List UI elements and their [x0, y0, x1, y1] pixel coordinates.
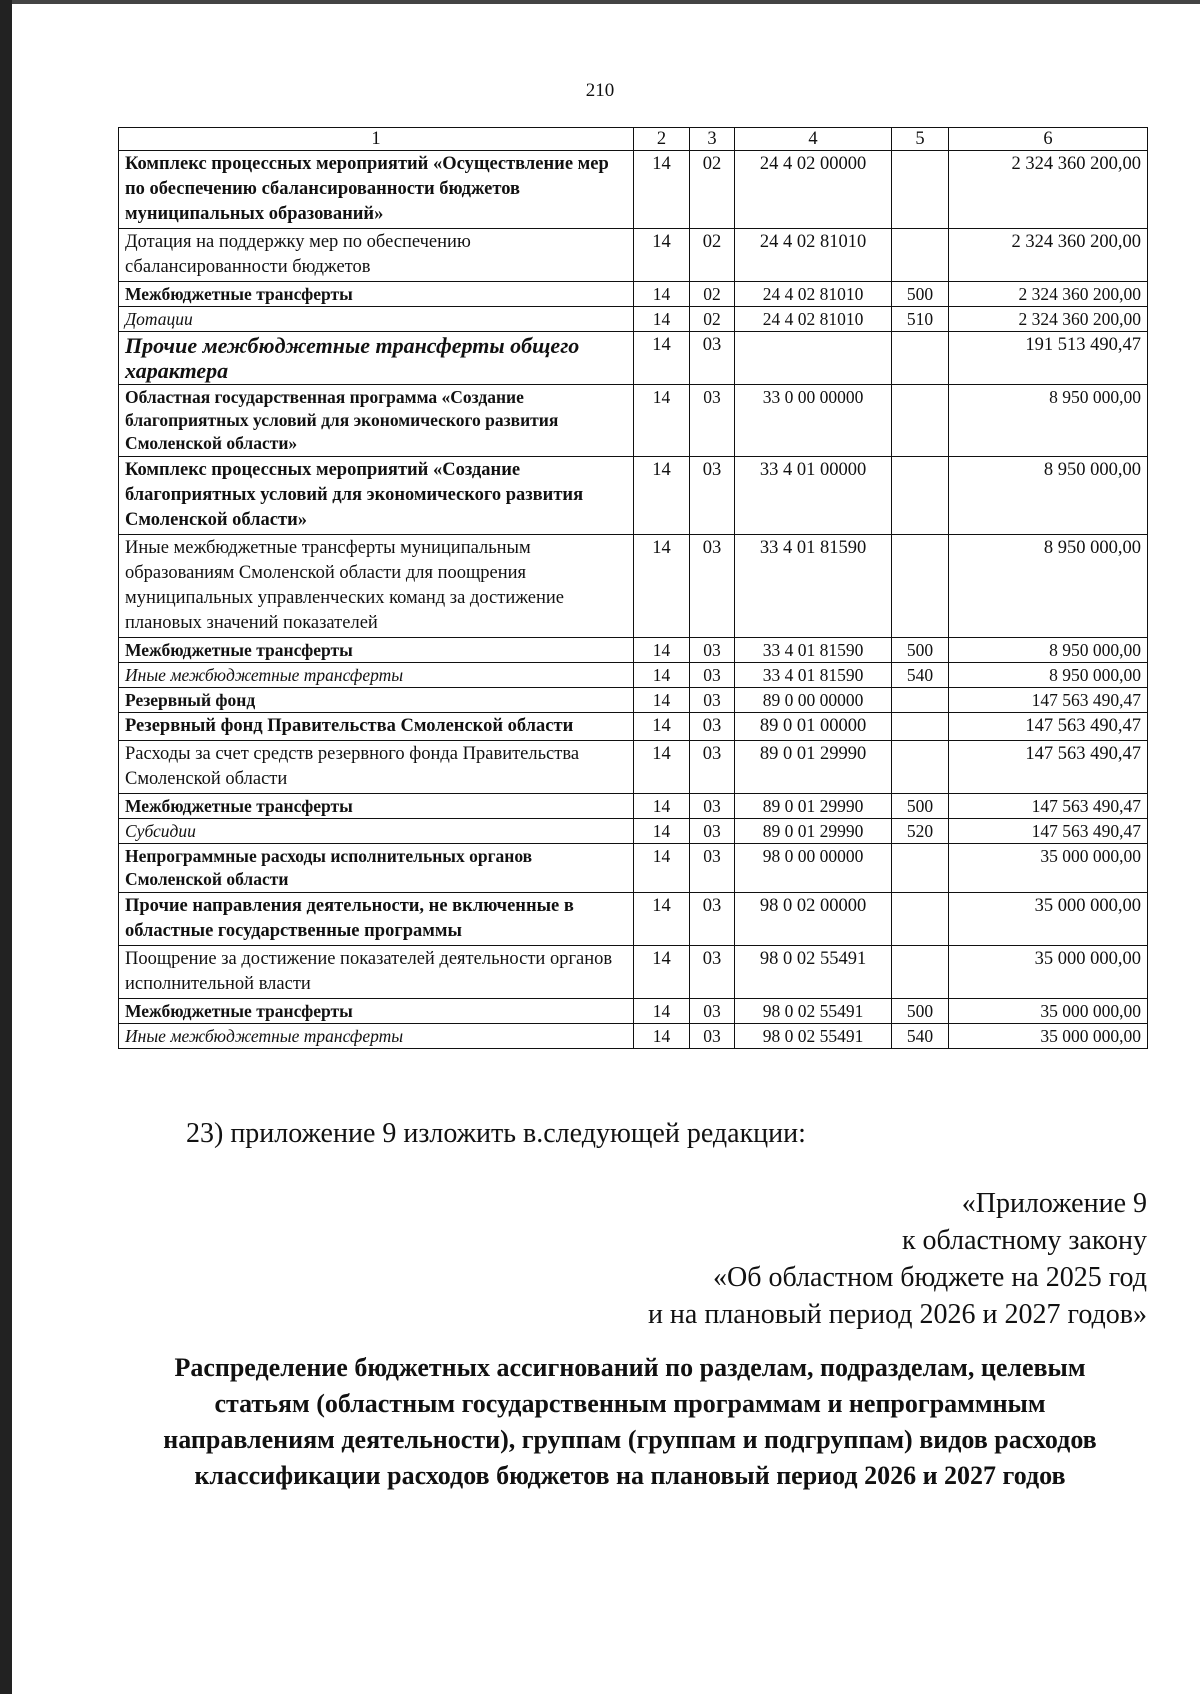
row-expense-type [892, 332, 949, 385]
row-subsection: 03 [690, 457, 735, 535]
row-name: Непрограммные расходы исполнительных органов Смоленской области [119, 844, 634, 893]
row-amount: 2 324 360 200,00 [949, 282, 1148, 307]
row-name: Прочие межбюджетные трансферты общего характера [119, 332, 634, 385]
appendix-line: и на плановый период 2026 и 2027 годов» [647, 1299, 1147, 1330]
row-target-article: 33 4 01 00000 [735, 457, 892, 535]
row-subsection: 03 [690, 535, 735, 638]
row-expense-type [892, 688, 949, 713]
row-section: 14 [634, 819, 690, 844]
row-subsection: 03 [690, 638, 735, 663]
table-row [119, 688, 1148, 713]
row-expense-type: 510 [892, 307, 949, 332]
row-target-article: 33 4 01 81590 [735, 663, 892, 688]
row-section: 14 [634, 1024, 690, 1049]
row-expense-type: 500 [892, 282, 949, 307]
row-name: Иные межбюджетные трансферты [119, 1024, 634, 1049]
row-section: 14 [634, 332, 690, 385]
table-row [119, 282, 1148, 307]
row-name: Межбюджетные трансферты [119, 282, 634, 307]
row-target-article: 24 4 02 81010 [735, 282, 892, 307]
row-expense-type: 520 [892, 819, 949, 844]
row-section: 14 [634, 844, 690, 893]
row-amount: 147 563 490,47 [949, 794, 1148, 819]
row-subsection: 03 [690, 844, 735, 893]
row-amount: 191 513 490,47 [949, 332, 1148, 385]
row-name: Поощрение за достижение показателей деятельности органов исполнительной власти [119, 946, 634, 999]
row-amount: 35 000 000,00 [949, 844, 1148, 893]
row-expense-type: 500 [892, 794, 949, 819]
row-target-article: 98 0 02 55491 [735, 946, 892, 999]
row-expense-type: 540 [892, 1024, 949, 1049]
row-amount: 147 563 490,47 [949, 819, 1148, 844]
row-subsection: 02 [690, 307, 735, 332]
row-name: Межбюджетные трансферты [119, 638, 634, 663]
appendix-line: к областному закону [901, 1225, 1147, 1256]
row-section: 14 [634, 457, 690, 535]
table-row [119, 151, 1148, 229]
table-row [119, 999, 1148, 1024]
row-amount: 2 324 360 200,00 [949, 307, 1148, 332]
row-amount: 2 324 360 200,00 [949, 151, 1148, 229]
appendix-reference [648, 1185, 1147, 1333]
row-amount: 8 950 000,00 [949, 385, 1148, 457]
row-amount: 8 950 000,00 [949, 663, 1148, 688]
row-subsection: 03 [690, 893, 735, 946]
row-expense-type: 540 [892, 663, 949, 688]
row-target-article: 98 0 00 00000 [735, 844, 892, 893]
row-section: 14 [634, 229, 690, 282]
title-line: направлениям деятельности), группам (группам и подгруппам) видов расходов [163, 1425, 1097, 1454]
row-target-article: 89 0 01 00000 [735, 713, 892, 741]
table-row [119, 844, 1148, 893]
row-subsection: 03 [690, 819, 735, 844]
table-row [119, 229, 1148, 282]
row-name: Субсидии [119, 819, 634, 844]
row-target-article: 33 4 01 81590 [735, 535, 892, 638]
row-target-article: 98 0 02 00000 [735, 893, 892, 946]
row-name: Иные межбюджетные трансферты муниципальным образованиям Смоленской области для поощрения муниципальных управленческих команд за достижение плановых значений показателей [119, 535, 634, 638]
budget-table [118, 127, 1148, 1049]
row-amount: 8 950 000,00 [949, 457, 1148, 535]
row-subsection: 03 [690, 713, 735, 741]
row-target-article: 89 0 00 00000 [735, 688, 892, 713]
row-amount: 2 324 360 200,00 [949, 229, 1148, 282]
row-expense-type [892, 229, 949, 282]
table-row [119, 385, 1148, 457]
row-target-article: 33 4 01 81590 [735, 638, 892, 663]
row-amount: 35 000 000,00 [949, 946, 1148, 999]
row-amount: 147 563 490,47 [949, 688, 1148, 713]
table-header-row [119, 128, 1148, 151]
row-subsection: 03 [690, 332, 735, 385]
table-row [119, 663, 1148, 688]
row-target-article [735, 332, 892, 385]
row-section: 14 [634, 535, 690, 638]
row-target-article: 89 0 01 29990 [735, 741, 892, 794]
row-amount: 35 000 000,00 [949, 999, 1148, 1024]
row-section: 14 [634, 663, 690, 688]
row-expense-type [892, 741, 949, 794]
row-section: 14 [634, 741, 690, 794]
table-row [119, 1024, 1148, 1049]
row-subsection: 02 [690, 229, 735, 282]
header-col-4: 4 [735, 128, 892, 151]
page-number: 210 [585, 80, 615, 101]
row-subsection: 03 [690, 999, 735, 1024]
row-target-article: 89 0 01 29990 [735, 819, 892, 844]
row-expense-type [892, 385, 949, 457]
row-amount: 147 563 490,47 [949, 741, 1148, 794]
row-amount: 8 950 000,00 [949, 535, 1148, 638]
table-row [119, 307, 1148, 332]
row-section: 14 [634, 151, 690, 229]
header-col-6: 6 [949, 128, 1148, 151]
row-expense-type [892, 844, 949, 893]
scan-edge-top [12, 0, 1200, 4]
appendix-line: «Приложение 9 [961, 1188, 1147, 1219]
header-col-1: 1 [119, 128, 634, 151]
row-name: Дотация на поддержку мер по обеспечению сбалансированности бюджетов [119, 229, 634, 282]
row-subsection: 03 [690, 794, 735, 819]
row-section: 14 [634, 999, 690, 1024]
row-amount: 35 000 000,00 [949, 1024, 1148, 1049]
row-name: Дотации [119, 307, 634, 332]
table-row [119, 946, 1148, 999]
row-name: Межбюджетные трансферты [119, 794, 634, 819]
title-line: классификации расходов бюджетов на плановый период 2026 и 2027 годов [194, 1461, 1066, 1490]
row-amount: 8 950 000,00 [949, 638, 1148, 663]
header-col-3: 3 [690, 128, 735, 151]
row-section: 14 [634, 946, 690, 999]
row-name: Комплекс процессных мероприятий «Создание благоприятных условий для экономического развития Смоленской области» [119, 457, 634, 535]
table-row [119, 741, 1148, 794]
table-row [119, 893, 1148, 946]
row-target-article: 98 0 02 55491 [735, 1024, 892, 1049]
table-row [119, 713, 1148, 741]
row-expense-type [892, 893, 949, 946]
row-target-article: 24 4 02 00000 [735, 151, 892, 229]
row-target-article: 33 0 00 00000 [735, 385, 892, 457]
row-target-article: 24 4 02 81010 [735, 229, 892, 282]
row-section: 14 [634, 893, 690, 946]
scan-edge [0, 0, 12, 1694]
document-title [110, 1350, 1150, 1494]
row-name: Резервный фонд [119, 688, 634, 713]
row-target-article: 89 0 01 29990 [735, 794, 892, 819]
row-name: Областная государственная программа «Создание благоприятных условий для экономического развития Смоленской области» [119, 385, 634, 457]
row-name: Расходы за счет средств резервного фонда Правительства Смоленской области [119, 741, 634, 794]
row-section: 14 [634, 307, 690, 332]
row-subsection: 02 [690, 151, 735, 229]
row-section: 14 [634, 282, 690, 307]
row-expense-type [892, 713, 949, 741]
row-expense-type [892, 151, 949, 229]
row-amount: 35 000 000,00 [949, 893, 1148, 946]
row-subsection: 03 [690, 946, 735, 999]
row-subsection: 02 [690, 282, 735, 307]
row-subsection: 03 [690, 663, 735, 688]
row-expense-type [892, 457, 949, 535]
row-section: 14 [634, 385, 690, 457]
header-col-5: 5 [892, 128, 949, 151]
row-section: 14 [634, 638, 690, 663]
amendment-text: 23) приложение 9 изложить в.следующей редакции: [186, 1118, 806, 1149]
row-name: Иные межбюджетные трансферты [119, 663, 634, 688]
row-name: Резервный фонд Правительства Смоленской области [119, 713, 634, 741]
row-section: 14 [634, 688, 690, 713]
table-row [119, 638, 1148, 663]
table-row [119, 332, 1148, 385]
row-target-article: 24 4 02 81010 [735, 307, 892, 332]
row-target-article: 98 0 02 55491 [735, 999, 892, 1024]
row-subsection: 03 [690, 1024, 735, 1049]
table-row [119, 457, 1148, 535]
row-name: Межбюджетные трансферты [119, 999, 634, 1024]
row-expense-type: 500 [892, 638, 949, 663]
row-name: Комплекс процессных мероприятий «Осуществление мер по обеспечению сбалансированности бюджетов муниципальных образований» [119, 151, 634, 229]
table-row [119, 535, 1148, 638]
row-name: Прочие направления деятельности, не включенные в областные государственные программы [119, 893, 634, 946]
row-subsection: 03 [690, 385, 735, 457]
title-line: Распределение бюджетных ассигнований по разделам, подразделам, целевым [174, 1353, 1086, 1382]
row-subsection: 03 [690, 741, 735, 794]
header-col-2: 2 [634, 128, 690, 151]
table-row [119, 819, 1148, 844]
row-section: 14 [634, 713, 690, 741]
row-section: 14 [634, 794, 690, 819]
row-expense-type: 500 [892, 999, 949, 1024]
row-expense-type [892, 946, 949, 999]
row-subsection: 03 [690, 688, 735, 713]
appendix-line: «Об областном бюджете на 2025 год [713, 1262, 1147, 1293]
row-amount: 147 563 490,47 [949, 713, 1148, 741]
title-line: статьям (областным государственным программам и непрограммным [214, 1389, 1046, 1418]
row-expense-type [892, 535, 949, 638]
table-row [119, 794, 1148, 819]
